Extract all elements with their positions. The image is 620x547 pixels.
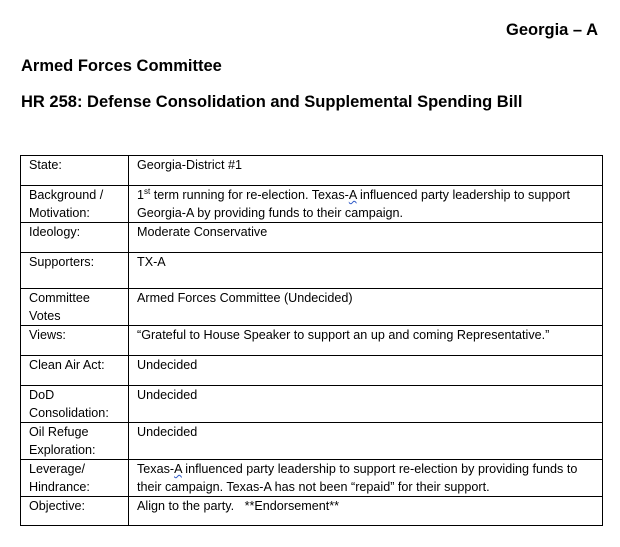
leverage-text-end: influenced party leadership to support re-election by providing funds to their campaign. Texas-A has not been “repaid” for their support. — [137, 462, 578, 494]
row-background — [21, 186, 603, 223]
ideology-label: Ideology: — [21, 223, 129, 253]
supporters-value: TX-A — [129, 253, 603, 289]
committee-heading: Armed Forces Committee — [21, 57, 222, 75]
row-leverage — [21, 460, 603, 497]
background-value — [129, 186, 603, 223]
state-label: State: — [21, 156, 129, 186]
leverage-label: Leverage/ Hindrance: — [21, 460, 129, 497]
dod-consolidation-label: DoD Consolidation: — [21, 386, 129, 423]
views-label: Views: — [21, 326, 129, 356]
background-text-end: influenced party leadership to support Georgia-A by providing funds to their campaign. — [137, 188, 571, 220]
clean-air-act-label: Clean Air Act: — [21, 356, 129, 386]
leverage-text-start: Texas- — [137, 462, 175, 476]
state-value: Georgia-District #1 — [129, 156, 603, 186]
views-value: “Grateful to House Speaker to support an up and coming Representative.” — [129, 326, 603, 356]
ordinal-suffix: st — [144, 186, 151, 196]
leverage-value — [129, 460, 603, 497]
committee-votes-value: Armed Forces Committee (Undecided) — [129, 289, 603, 326]
objective-label: Objective: — [21, 497, 129, 526]
spellcheck-mark: A — [348, 188, 357, 202]
oil-refuge-label: Oil Refuge Exploration: — [21, 423, 129, 460]
bill-heading: HR 258: Defense Consolidation and Supplemental Spending Bill — [21, 93, 523, 111]
objective-value: Align to the party. **Endorsement** — [129, 497, 603, 526]
row-views — [21, 326, 603, 356]
background-label: Background / Motivation: — [21, 186, 129, 223]
supporters-label: Supporters: — [21, 253, 129, 289]
dod-consolidation-value: Undecided — [129, 386, 603, 423]
row-dod-consolidation — [21, 386, 603, 423]
ordinal-number: 1 — [137, 188, 145, 202]
row-objective — [21, 497, 603, 526]
document-corner-title: Georgia – A — [506, 21, 598, 39]
row-committee-votes — [21, 289, 603, 326]
ideology-value: Moderate Conservative — [129, 223, 603, 253]
clean-air-act-value: Undecided — [129, 356, 603, 386]
spellcheck-mark: A — [174, 462, 182, 476]
profile-table — [20, 155, 603, 526]
row-state — [21, 156, 603, 186]
oil-refuge-value: Undecided — [129, 423, 603, 460]
background-text-start: term running for re-election. Texas- — [150, 188, 349, 202]
row-supporters — [21, 253, 603, 289]
committee-votes-label: Committee Votes — [21, 289, 129, 326]
row-oil-refuge — [21, 423, 603, 460]
row-clean-air-act — [21, 356, 603, 386]
row-ideology — [21, 223, 603, 253]
